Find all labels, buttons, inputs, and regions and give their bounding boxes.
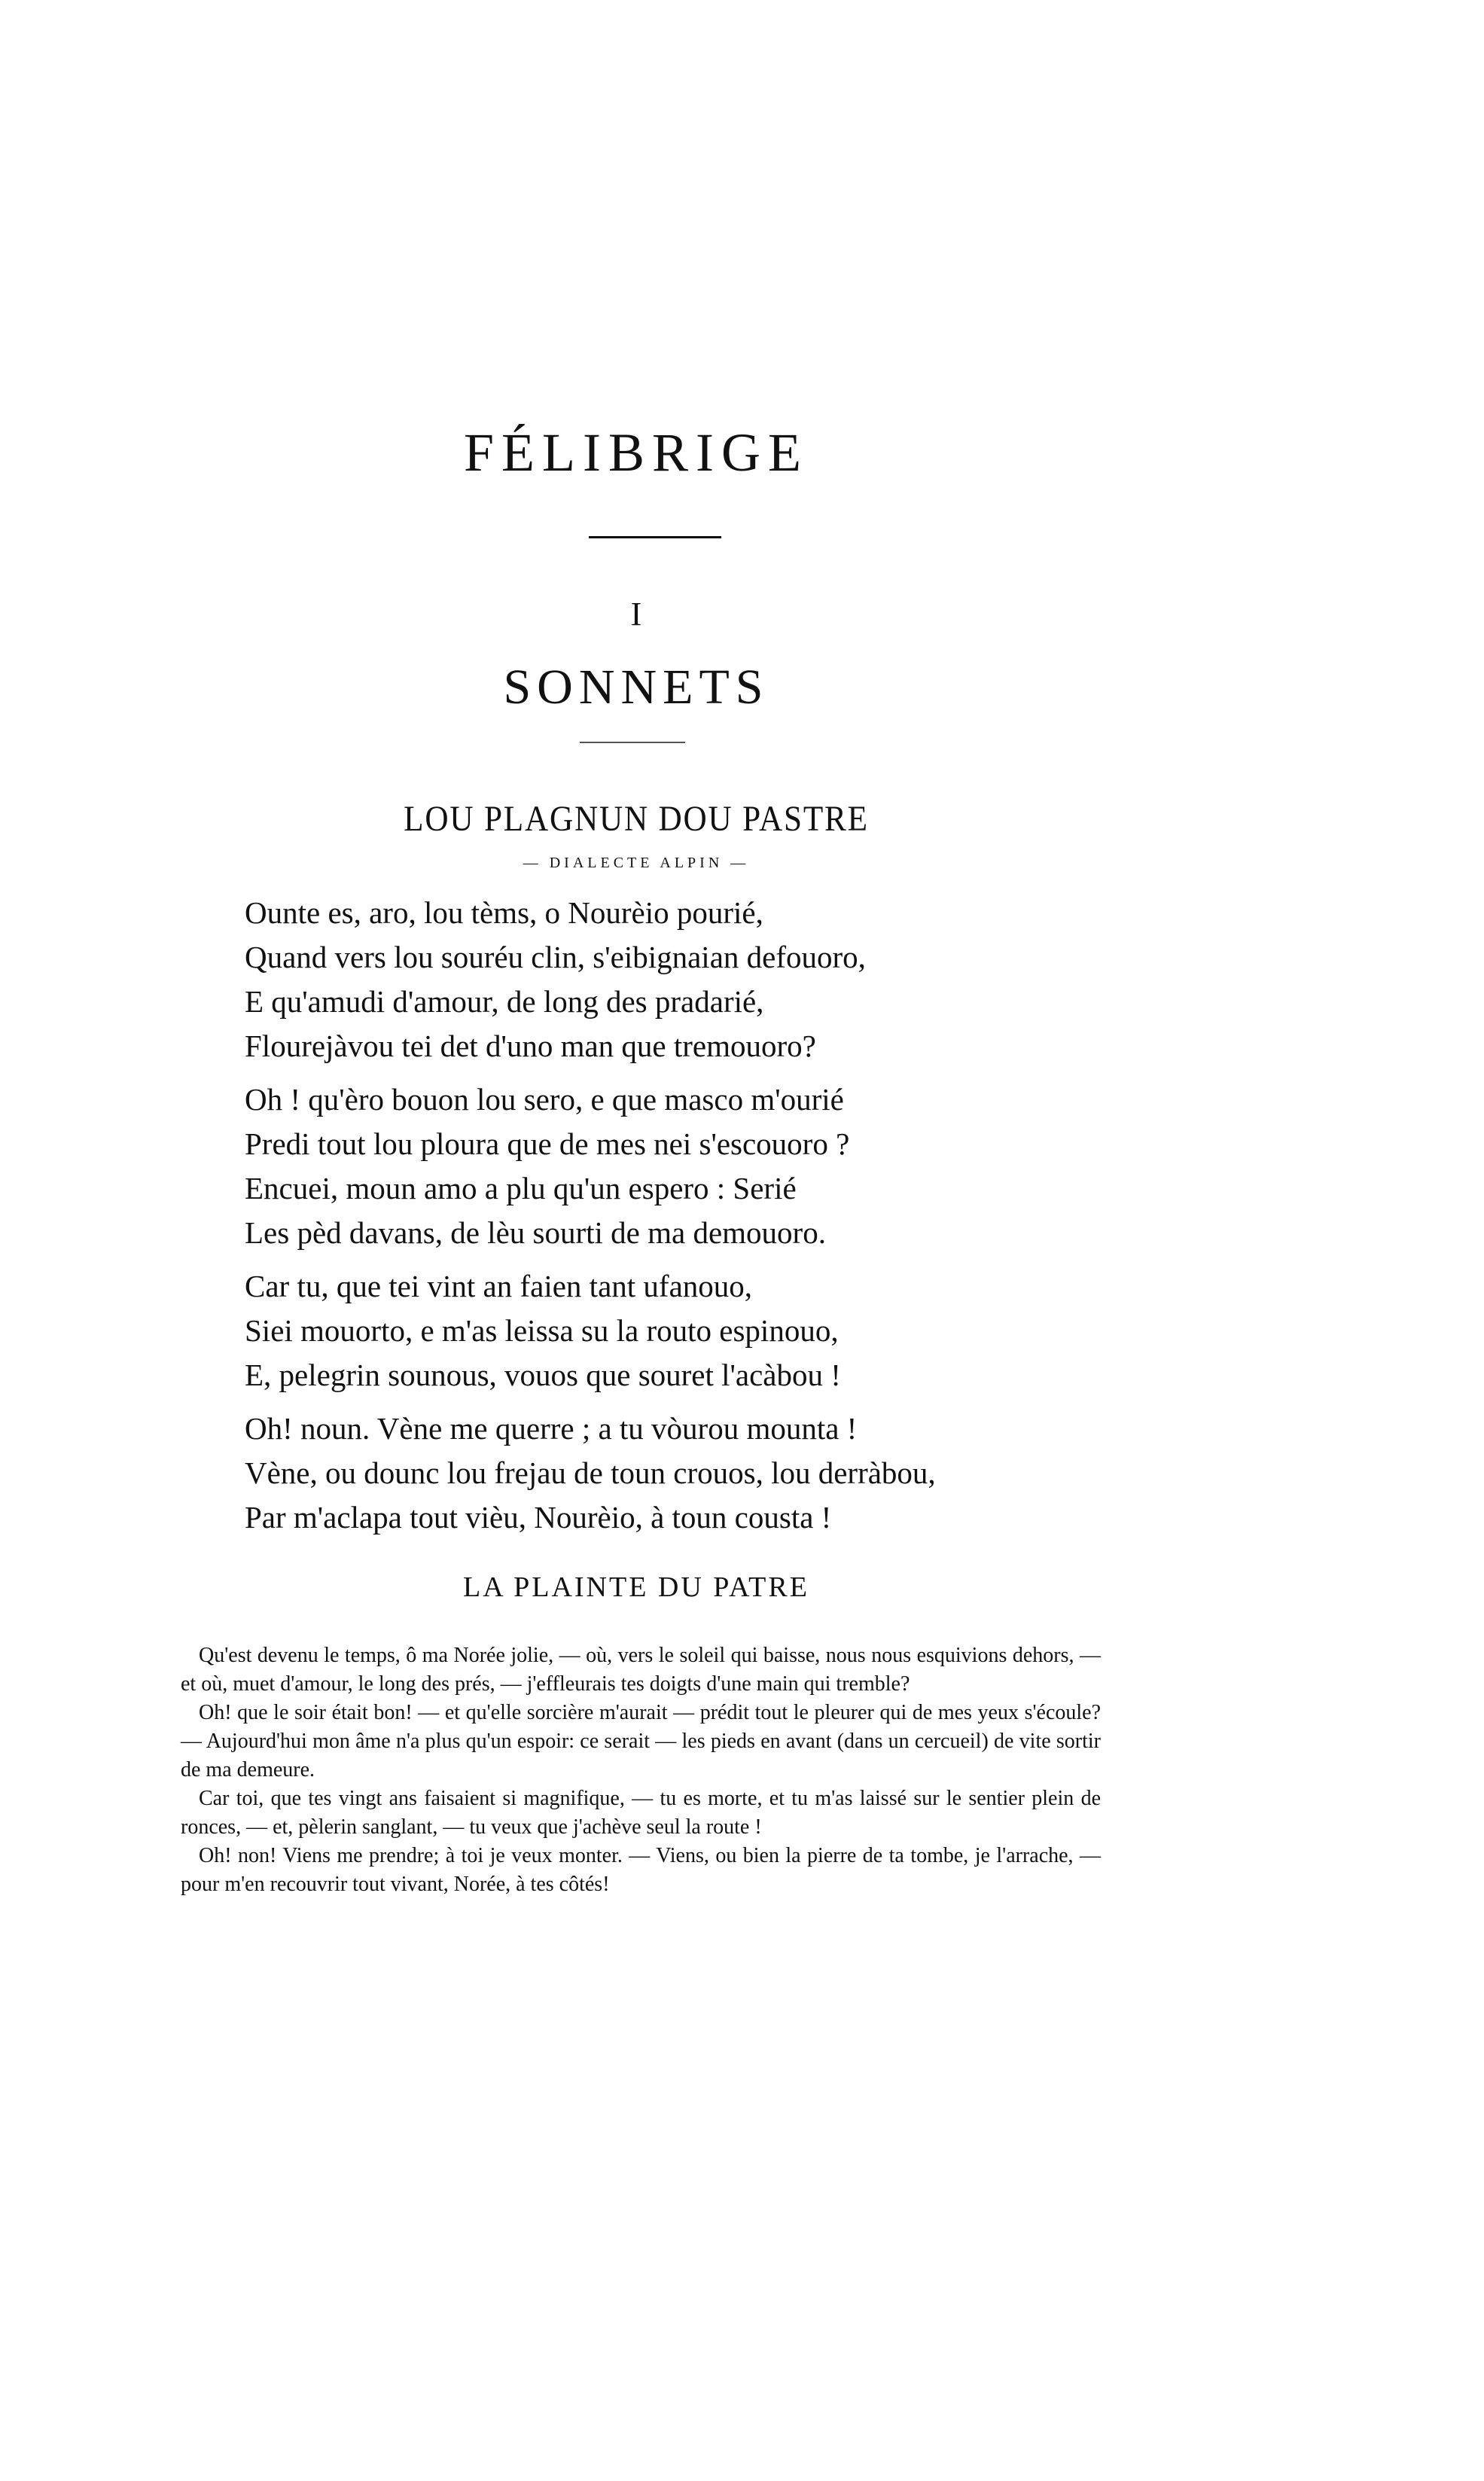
section-number: I (630, 596, 642, 632)
page-title: FÉLIBRIGE (464, 422, 809, 483)
verse-line: E, pelegrin sounous, vouos que souret l'acàbou ! (245, 1358, 841, 1392)
verse-line: Oh ! qu'èro bouon lou sero, e que masco m'ourié (245, 1082, 844, 1117)
poem-title: LOU PLAGNUN DOU PASTRE (404, 799, 869, 839)
verse-line: Predi tout lou ploura que de mes nei s'escouoro ? (245, 1126, 850, 1161)
verse-line: Siei mouorto, e m'as leissa su la routo espinouo, (245, 1313, 839, 1348)
stanza (245, 891, 936, 1068)
poem (245, 891, 936, 1549)
translation (181, 1641, 1101, 1899)
verse-line: Car tu, que tei vint an faien tant ufanouo, (245, 1269, 753, 1303)
verse-line: Vène, ou dounc lou frejau de toun crouos, lou derràbou, (245, 1455, 936, 1490)
verse-line: E qu'amudi d'amour, de long des pradarié, (245, 984, 764, 1019)
verse-line: Les pèd davans, de lèu sourti de ma demouoro. (245, 1215, 826, 1250)
section-rule (580, 742, 685, 743)
translation-paragraph: Oh! non! Viens me prendre; à toi je veux monter. — Viens, ou bien la pierre de ta tombe, je l'arrache, — pour m'en recouvrir tout vivant, Norée, à tes côtés! (181, 1844, 1101, 1896)
verse-line: Par m'aclapa tout vièu, Nourèio, à toun cousta ! (245, 1500, 832, 1535)
stanza (245, 1407, 936, 1540)
stanza (245, 1077, 936, 1255)
translation-paragraph: Car toi, que tes vingt ans faisaient si magnifique, — tu es morte, et tu m'as laissé sur le sentier plein de ronces, — et, pèlerin sanglant, — tu veux que j'achève seul la route ! (181, 1787, 1101, 1839)
verse-line: Oh! noun. Vène me querre ; a tu vòurou mounta ! (245, 1411, 858, 1446)
poem-subtitle: — DIALECTE ALPIN — (523, 855, 750, 871)
verse-line: Ounte es, aro, lou tèms, o Nourèio pourié, (245, 895, 763, 930)
stanza (245, 1264, 936, 1397)
verse-line: Encuei, moun amo a plu qu'un espero : Serié (245, 1171, 797, 1205)
translation-paragraph: Oh! que le soir était bon! — et qu'elle sorcière m'aurait — prédit tout le pleurer qui de mes yeux s'écoule? — Aujourd'hui mon âme n'a plus qu'un espoir: ce serait — les pieds en avant (dans un cercueil) de vite sortir de ma demeure. (181, 1701, 1101, 1782)
verse-line: Quand vers lou souréu clin, s'eibignaian defouoro, (245, 940, 866, 974)
verse-line: Flourejàvou tei det d'uno man que tremouoro? (245, 1029, 816, 1063)
section-title: SONNETS (503, 660, 769, 715)
translation-paragraph: Qu'est devenu le temps, ô ma Norée jolie, — où, vers le soleil qui baisse, nous nous esquivions dehors, — et où, muet d'amour, le long des prés, — j'effleurais tes doigts d'une main qui tremble? (181, 1644, 1101, 1696)
title-rule (589, 536, 721, 538)
translation-title: LA PLAINTE DU PATRE (463, 1571, 809, 1603)
